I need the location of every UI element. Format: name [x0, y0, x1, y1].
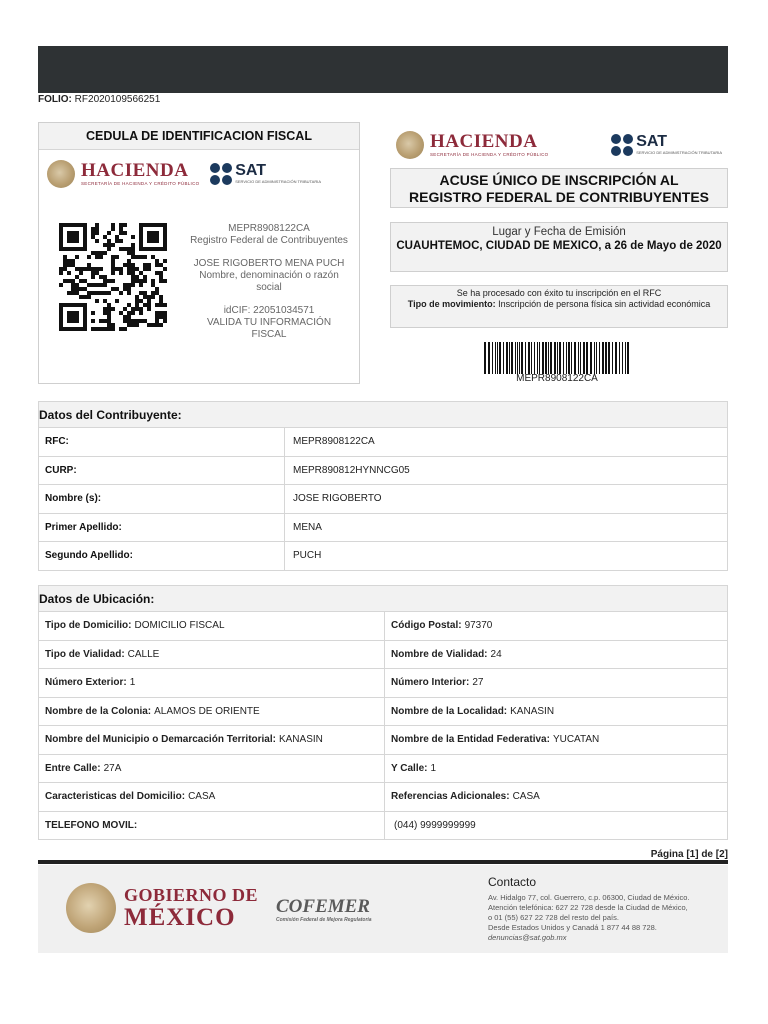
contacto-line: Av. Hidalgo 77, col. Guerrero, c.p. 06300, Ciudad de México.: [488, 893, 690, 902]
sat-logo: SAT SERVICIO DE ADMINISTRACIÓN TRIBUTARIA: [611, 134, 722, 156]
sat-dots-icon: [210, 163, 232, 185]
cedula-info: [189, 223, 349, 352]
barcode-text: MEPR8908122CA: [516, 373, 598, 384]
ubicacion-title: Datos de Ubicación:: [38, 585, 728, 612]
qr-code: [59, 223, 167, 331]
acuse-logos: [390, 124, 728, 166]
contribuyente-title: Datos del Contribuyente:: [38, 401, 728, 428]
cedula-logos: [47, 153, 351, 195]
contacto-line: o 01 (55) 627 22 728 del resto del país.: [488, 913, 619, 922]
table-row: Nombre del Municipio o Demarcación Territorial: KANASIN Nombre de la Entidad Federativa: YUCATAN: [38, 726, 728, 755]
page-indicator: Página [1] de [2]: [650, 849, 728, 860]
cedula-idcif: idCIF: 22051034571: [223, 305, 315, 316]
table-row: Nombre de la Colonia: ALAMOS DE ORIENTE Nombre de la Localidad: KANASIN: [38, 698, 728, 727]
folio: FOLIO: RF2020109566251: [38, 94, 161, 105]
cedula-rfc-label: Registro Federal de Contribuyentes: [190, 235, 348, 246]
hacienda-logo: HACIENDA SECRETARÍA DE HACIENDA Y CRÉDITO PÚBLICO: [47, 160, 199, 188]
table-row: RFC: MEPR8908122CA: [38, 428, 728, 457]
table-row: CURP: MEPR890812HYNNCG05: [38, 457, 728, 486]
table-row: Caracteristicas del Domicilio: CASA Referencias Adicionales: CASA: [38, 783, 728, 812]
contacto-line: Desde Estados Unidos y Canadá 1 877 44 88 728.: [488, 923, 657, 932]
proceso-box: Se ha procesado con éxito tu inscripción en el RFC Tipo de movimiento: Inscripción de persona física sin actividad económica: [390, 285, 728, 328]
gobierno-logo: GOBIERNO DE MÉXICO: [66, 883, 258, 933]
contacto-email[interactable]: denuncias@sat.gob.mx: [488, 933, 567, 942]
table-row: Nombre (s): JOSE RIGOBERTO: [38, 485, 728, 514]
mexico-seal-icon: [66, 883, 116, 933]
contacto-line: Atención telefónica: 627 22 728 desde la Ciudad de México,: [488, 903, 688, 912]
contribuyente-section: [38, 401, 728, 571]
footer: [38, 865, 728, 953]
cedula-name-label: Nombre, denominación o razón social: [199, 270, 339, 293]
sat-logo: SAT SERVICIO DE ADMINISTRACIÓN TRIBUTARIA: [210, 163, 321, 185]
cedula-valida: VALIDA TU INFORMACIÓN FISCAL: [206, 317, 332, 340]
table-row: Número Exterior: 1 Número Interior: 27: [38, 669, 728, 698]
header-bar: [38, 46, 728, 93]
table-row: Tipo de Vialidad: CALLE Nombre de Vialidad: 24: [38, 641, 728, 670]
lugar-fecha: Lugar y Fecha de Emisión CUAUHTEMOC, CIUDAD DE MEXICO, a 26 de Mayo de 2020: [390, 222, 728, 272]
hacienda-seal-icon: [396, 131, 424, 159]
divider: [38, 860, 728, 864]
hacienda-logo: HACIENDA SECRETARÍA DE HACIENDA Y CRÉDITO PÚBLICO: [396, 131, 548, 159]
sat-dots-icon: [611, 134, 633, 156]
acuse-title: ACUSE ÚNICO DE INSCRIPCIÓN AL REGISTRO FEDERAL DE CONTRIBUYENTES: [390, 168, 728, 208]
hacienda-seal-icon: [47, 160, 75, 188]
contacto-block: [488, 875, 723, 943]
table-row: Primer Apellido: MENA: [38, 514, 728, 543]
table-row: Segundo Apellido: PUCH: [38, 542, 728, 571]
barcode: [482, 342, 632, 376]
ubicacion-section: [38, 585, 728, 840]
table-row: Tipo de Domicilio: DOMICILIO FISCAL Código Postal: 97370: [38, 612, 728, 641]
cedula-name: JOSE RIGOBERTO MENA PUCH: [193, 258, 345, 269]
cofemer-logo: COFEMER Comisión Federal de Mejora Regulatoria: [276, 896, 372, 923]
table-row: TELEFONO MOVIL: (044) 9999999999: [38, 812, 728, 841]
cedula-title: CEDULA DE IDENTIFICACION FISCAL: [39, 123, 359, 150]
cedula-rfc: MEPR8908122CA: [228, 223, 310, 234]
cedula-box: [38, 122, 360, 384]
table-row: Entre Calle: 27A Y Calle: 1: [38, 755, 728, 784]
contacto-title: Contacto: [488, 875, 537, 889]
